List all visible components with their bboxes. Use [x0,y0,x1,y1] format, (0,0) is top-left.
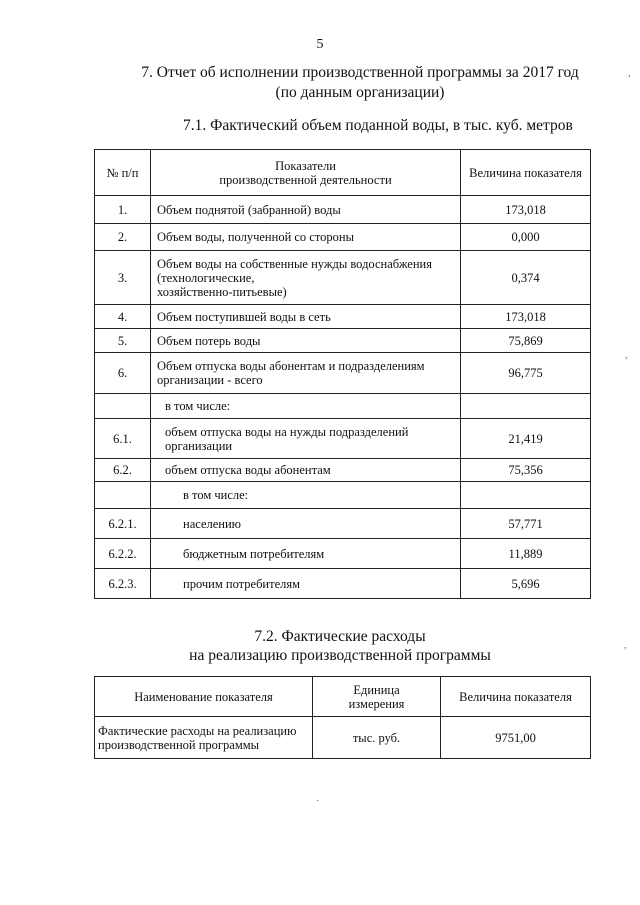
row-value [461,482,591,509]
table-row [95,419,591,459]
row-label: в том числе: [151,394,461,419]
section-7-2-subtitle: на реализацию производственной программы [189,647,491,664]
row-label: Объем потерь воды [151,329,461,353]
row-label-line: объем отпуска воды на нужды подразделений [165,424,409,439]
row-value: 5,696 [461,569,591,599]
table-row [95,305,591,329]
header-indicators-line1: Показатели [275,158,336,173]
header-num: № п/п [95,150,151,196]
row-num: 6.2. [95,459,151,482]
row-label: в том числе: [151,482,461,509]
row-num: 1. [95,196,151,224]
row-num: 3. [95,251,151,305]
row-label [151,251,461,305]
row-value: 173,018 [461,305,591,329]
table-row [95,329,591,353]
row-value: 75,356 [461,459,591,482]
header-value: Величина показателя [461,150,591,196]
table-row [95,539,591,569]
table-row [95,509,591,539]
table-row [95,394,591,419]
row-label [151,353,461,394]
header-unit [313,677,441,717]
row-num: 2. [95,224,151,251]
row-label: бюджетным потребителям [151,539,461,569]
row-label: Объем поступившей воды в сеть [151,305,461,329]
table-row [95,459,591,482]
row-label-line: организации [165,438,233,453]
row-num [95,482,151,509]
row-num [95,394,151,419]
row-value: 0,000 [461,224,591,251]
row-value: 21,419 [461,419,591,459]
row-value: 173,018 [461,196,591,224]
row-value: 0,374 [461,251,591,305]
row-value: 75,869 [461,329,591,353]
header-indicators [151,150,461,196]
row-label-line: (технологические, [157,270,255,285]
row-label-line: Объем отпуска воды абонентам и подразделениям [157,359,425,373]
row-label: прочим потребителям [151,569,461,599]
report-title: 7. Отчет об исполнении производственной программы за 2017 год [141,64,579,81]
table-header-row [95,677,591,717]
row-label-line: хозяйственно-питьевые) [157,284,287,299]
row-label: объем отпуска воды абонентам [151,459,461,482]
table-row [95,251,591,305]
row-label: Объем поднятой (забранной) воды [151,196,461,224]
row-value: 9751,00 [441,717,591,759]
water-volume-table [94,149,591,599]
report-title-note: (по данным организации) [275,84,445,101]
table-row [95,717,591,759]
table-header-row [95,150,591,196]
header-indicators-line2: производственной деятельности [219,172,392,187]
row-name-line: производственной программы [98,737,260,752]
row-value [461,394,591,419]
row-value: 96,775 [461,353,591,394]
table-row [95,196,591,224]
scan-mark: , [628,68,631,79]
row-label-line: организации - всего [157,373,263,387]
scan-mark: , [624,640,627,651]
row-label-line: Объем воды на собственные нужды водоснабжения [157,256,432,271]
header-unit-line2: измерения [348,696,405,711]
expenses-table [94,676,591,759]
table-row [95,569,591,599]
row-num: 6.2.1. [95,509,151,539]
table-row [95,353,591,394]
row-unit: тыс. руб. [313,717,441,759]
row-label [151,419,461,459]
row-num: 6.2.2. [95,539,151,569]
row-name-line: Фактические расходы на реализацию [98,723,297,738]
row-num: 6. [95,353,151,394]
table-row [95,482,591,509]
scan-mark: , [625,350,628,361]
header-unit-line1: Единица [353,682,400,697]
table-row [95,224,591,251]
row-value: 11,889 [461,539,591,569]
row-label: населению [151,509,461,539]
page-number: 5 [316,37,324,52]
row-num: 4. [95,305,151,329]
section-7-2-title: 7.2. Фактические расходы [254,628,426,645]
scan-mark: · [316,796,320,807]
header-value: Величина показателя [441,677,591,717]
header-name: Наименование показателя [95,677,313,717]
row-num: 5. [95,329,151,353]
section-7-1-title: 7.1. Фактический объем поданной воды, в тыс. куб. метров [183,117,573,134]
row-num: 6.1. [95,419,151,459]
row-name [95,717,313,759]
row-value: 57,771 [461,509,591,539]
row-num: 6.2.3. [95,569,151,599]
row-label: Объем воды, полученной со стороны [151,224,461,251]
